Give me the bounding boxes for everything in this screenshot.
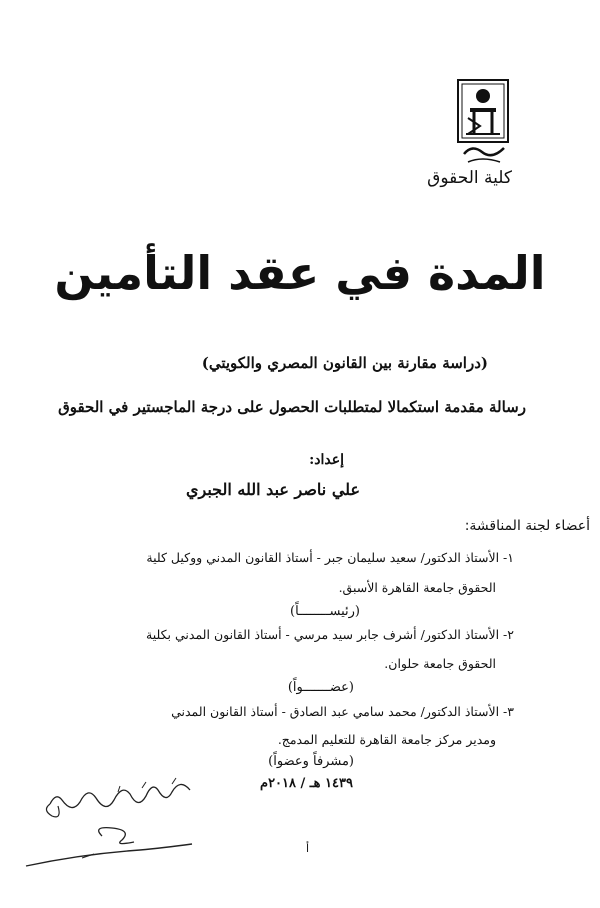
university-emblem-icon (452, 78, 516, 168)
committee-member-1-line1: ١- الأستاذ الدكتور/ سعيد سليمان جبر - أستاذ القانون المدني ووكيل كلية (146, 550, 514, 565)
committee-member-2-line1: ٢- الأستاذ الدكتور/ أشرف جابر سيد مرسي - أستاذ القانون المدني بكلية (146, 627, 514, 642)
committee-member-2-role: (عضـــــــواً) (287, 680, 354, 695)
committee-member-3-line2: ومدير مركز جامعة القاهرة للتعليم المدمج. (277, 732, 496, 747)
thesis-title: المدة في عقد التأمين (54, 246, 546, 300)
committee-member-2-line2: الحقوق جامعة حلوان. (384, 656, 496, 671)
faculty-name: كلية الحقوق (427, 168, 512, 188)
thesis-purpose: رسالة مقدمة استكمالا لمتطلبات الحصول على درجة الماجستير في الحقوق (58, 398, 526, 416)
handwritten-signature (22, 770, 202, 882)
committee-member-1-line2: الحقوق جامعة القاهرة الأسبق. (338, 580, 496, 595)
thesis-subtitle: (دراسة مقارنة بين القانون المصري والكويتي) (201, 354, 488, 372)
committee-member-1-role: (رئيســــــــاً) (290, 604, 360, 619)
prepared-by-label: إعداد: (309, 452, 344, 468)
university-logo (452, 78, 516, 168)
committee-heading: أعضاء لجنة المناقشة: (464, 518, 590, 534)
page-number: أ (306, 842, 310, 855)
signature-scribble-icon (22, 770, 202, 882)
author-name: علي ناصر عبد الله الجبري (186, 480, 360, 499)
committee-member-3-role: (مشرفاً وعضواً) (268, 754, 354, 769)
committee-member-3-line1: ٣- الأستاذ الدكتور/ محمد سامي عبد الصادق - أستاذ القانون المدني (171, 704, 514, 719)
date-line: ١٤٣٩ هـ / ٢٠١٨م (260, 776, 353, 791)
